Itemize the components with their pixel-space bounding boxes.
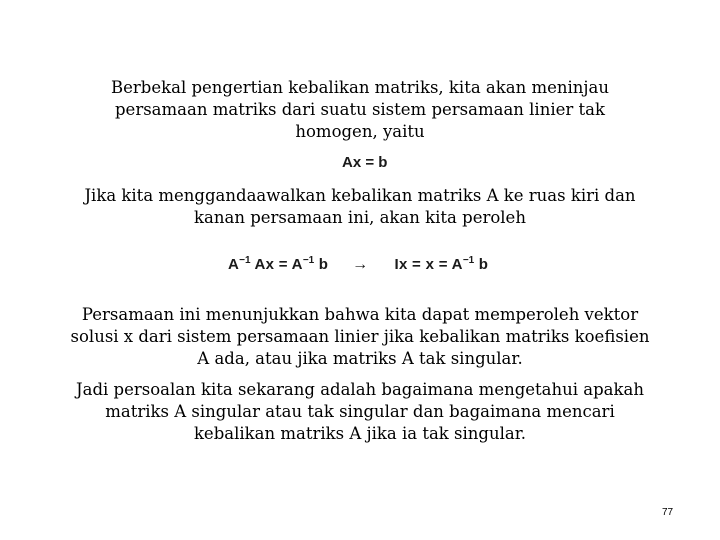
eq-term: A <box>228 256 240 273</box>
eq-exponent: −1 <box>302 255 315 266</box>
conclusion-paragraph <box>60 304 660 370</box>
page-number: 77 <box>662 507 674 518</box>
question-paragraph <box>60 379 660 445</box>
eq-term: b <box>478 256 489 273</box>
eq-term: Ix = x = A <box>394 256 463 273</box>
multiply-paragraph <box>60 185 660 229</box>
text-line: Jadi persoalan kita sekarang adalah bagaimana mengetahui apakah <box>76 380 644 399</box>
text-line: homogen, yaitu <box>295 122 425 141</box>
text-line: solusi x dari sistem persamaan linier jika kebalikan matriks koefisien <box>70 327 650 346</box>
text-line: A ada, atau jika matriks A tak singular. <box>197 349 523 368</box>
text-line: Persamaan ini menunjukkan bahwa kita dapat memperoleh vektor <box>81 305 639 324</box>
equation-ax-equals-b: Ax = b <box>342 154 388 171</box>
eq-exponent: −1 <box>239 255 251 266</box>
eq-term: b <box>318 256 329 273</box>
text-line: matriks A singular atau tak singular dan bagaimana mencari <box>105 402 615 421</box>
text-line: persamaan matriks dari suatu sistem persamaan linier tak <box>115 100 605 119</box>
right-arrow-icon: → <box>352 256 369 273</box>
eq-term: Ax = A <box>254 256 303 273</box>
text-line: kebalikan matriks A jika ia tak singular. <box>193 424 527 443</box>
eq-exponent: −1 <box>462 255 475 266</box>
intro-paragraph <box>60 77 660 143</box>
text-line: Jika kita menggandaawalkan kebalikan matriks A ke ruas kiri dan <box>84 186 636 205</box>
text-line: kanan persamaan ini, akan kita peroleh <box>194 208 526 227</box>
equation-inverse-solution <box>228 255 488 274</box>
text-line: Berbekal pengertian kebalikan matriks, kita akan meninjau <box>111 78 609 97</box>
